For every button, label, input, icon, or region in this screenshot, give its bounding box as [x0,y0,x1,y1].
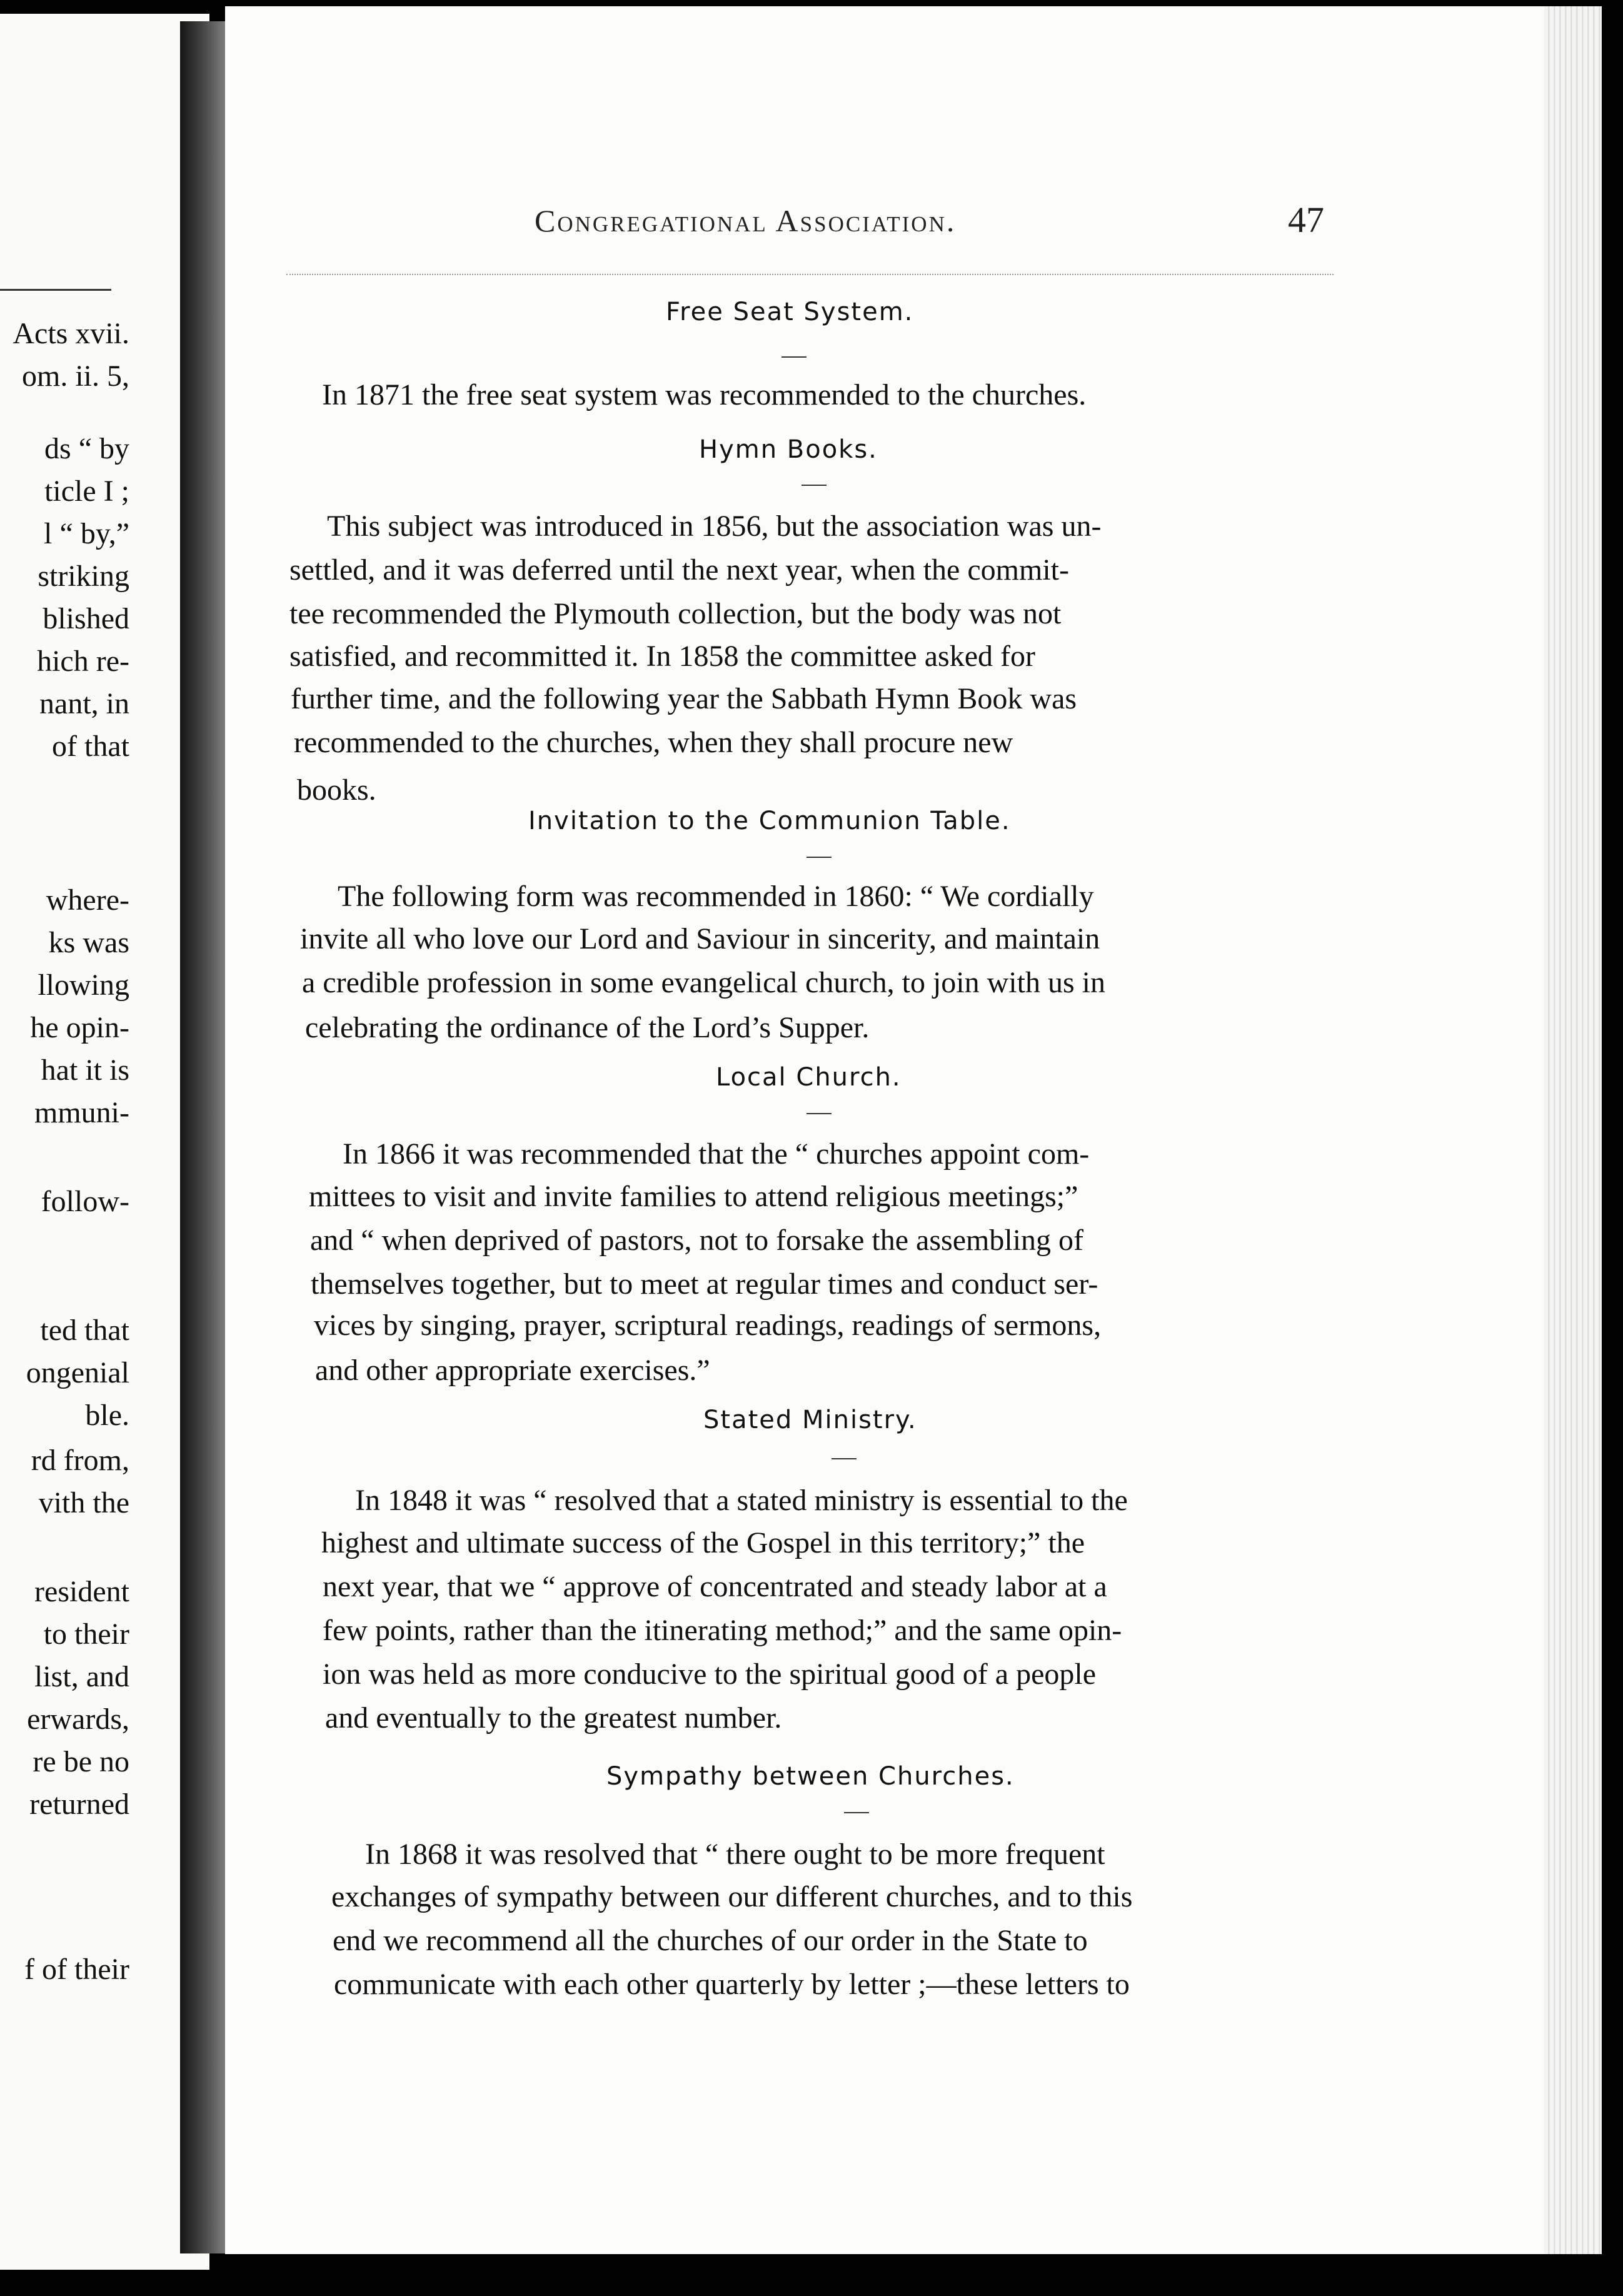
paragraph-line: tee recommended the Plymouth collection, but the body was not [289,597,1062,630]
left-page-line: to their [43,1618,129,1651]
left-page-line: follow- [41,1185,129,1218]
paragraph-line: In 1868 it was resolved that “ there ought to be more frequent [365,1838,1105,1871]
section-title-sympathy-between-churches: Sympathy between Churches. [606,1762,1015,1791]
page-edge-stack [1544,6,1602,2254]
paragraph-line: exchanges of sympathy between our different churches, and to this [331,1880,1133,1913]
paragraph-line: mittees to visit and invite families to attend religious meetings;” [309,1180,1078,1213]
paragraph-line: recommended to the churches, when they shall procure new [294,726,1013,759]
left-page-line: he opin- [30,1011,129,1044]
section-title-free-seat-system: Free Seat System. [666,298,914,326]
left-page-line: ticle I ; [44,475,129,508]
section-title-stated-ministry: Stated Ministry. [703,1406,917,1434]
left-page-line: ble. [85,1399,129,1432]
paragraph-line: satisfied, and recommitted it. In 1858 the committee asked for [289,640,1035,673]
paragraph-line: vices by singing, prayer, scriptural readings, readings of sermons, [314,1309,1102,1342]
paragraph-line: a credible profession in some evangelical church, to join with us in [302,966,1105,999]
paragraph-line: communicate with each other quarterly by letter ;—these letters to [334,1968,1130,2001]
section-divider [806,1113,832,1114]
section-divider [832,1458,857,1459]
section-title-local-church: Local Church. [716,1063,902,1092]
paragraph-line: and “ when deprived of pastors, not to forsake the assembling of [310,1224,1084,1257]
header-rule [286,274,1334,275]
section-title-communion-table: Invitation to the Communion Table. [528,807,1011,835]
left-facing-page [0,14,209,2270]
left-page-line: hat it is [41,1054,129,1087]
paragraph-line: celebrating the ordinance of the Lord’s Supper. [305,1011,870,1044]
paragraph-line: In 1871 the free seat system was recommended to the churches. [322,378,1087,411]
section-divider [801,485,827,486]
left-page-line: resident [34,1575,129,1608]
left-page-line: erwards, [27,1703,129,1736]
left-page-line: om. ii. 5, [21,360,129,393]
paragraph-line: end we recommend all the churches of our order in the State to [333,1924,1088,1957]
paragraph-line: In 1866 it was recommended that the “ churches appoint com- [343,1137,1090,1171]
paragraph-line: ion was held as more conducive to the spiritual good of a people [323,1658,1097,1691]
paragraph-line: further time, and the following year the Sabbath Hymn Book was [291,682,1077,715]
paragraph-line: This subject was introduced in 1856, but the association was un- [327,510,1102,543]
left-page-rule [0,289,111,291]
paragraph-line: next year, that we “ approve of concentrated and steady labor at a [323,1570,1107,1603]
paragraph-line: and other appropriate exercises.” [315,1354,710,1387]
left-page-line: returned [29,1788,129,1821]
left-page-line: ks was [48,926,129,959]
left-page-line: llowing [38,969,129,1002]
paragraph-line: few points, rather than the itinerating method;” and the same opin- [323,1614,1122,1647]
paragraph-line: In 1848 it was “ resolved that a stated ministry is essential to the [355,1484,1128,1517]
left-page-line: ted that [40,1314,129,1347]
left-page-line: list, and [34,1660,129,1693]
left-page-line: nant, in [39,687,129,720]
left-page-line: f of their [24,1953,129,1986]
section-divider [806,857,832,858]
right-page [225,6,1579,2254]
paragraph-line: invite all who love our Lord and Saviour in sincerity, and maintain [300,922,1100,955]
left-page-line: vith the [38,1486,129,1519]
left-page-line: rd from, [31,1444,129,1477]
left-page-line: of that [52,730,129,763]
left-page-line: striking [38,560,129,593]
left-page-line: hich re- [37,645,129,678]
paragraph-line: and eventually to the greatest number. [325,1701,782,1735]
running-title: Congregational Association. [535,203,957,238]
paragraph-line: books. [297,773,376,807]
left-page-line: where- [46,884,129,917]
left-page-line: blished [43,602,129,635]
paragraph-line: themselves together, but to meet at regular times and conduct ser- [311,1267,1098,1301]
left-page-line: ongenial [26,1356,129,1389]
paragraph-line: settled, and it was deferred until the next year, when the commit- [289,553,1069,587]
left-page-line: Acts xvii. [13,317,129,350]
section-title-hymn-books: Hymn Books. [699,435,878,464]
page-number: 47 [1288,199,1324,240]
left-page-line: ds “ by [44,432,129,465]
left-page-line: re be no [33,1745,129,1778]
left-page-line: l “ by,” [44,517,129,550]
left-page-line: mmuni- [34,1096,129,1129]
paragraph-line: highest and ultimate success of the Gospel in this territory;” the [321,1526,1085,1559]
section-divider [781,356,806,358]
section-divider [844,1812,869,1813]
paragraph-line: The following form was recommended in 1860: “ We cordially [338,880,1094,913]
